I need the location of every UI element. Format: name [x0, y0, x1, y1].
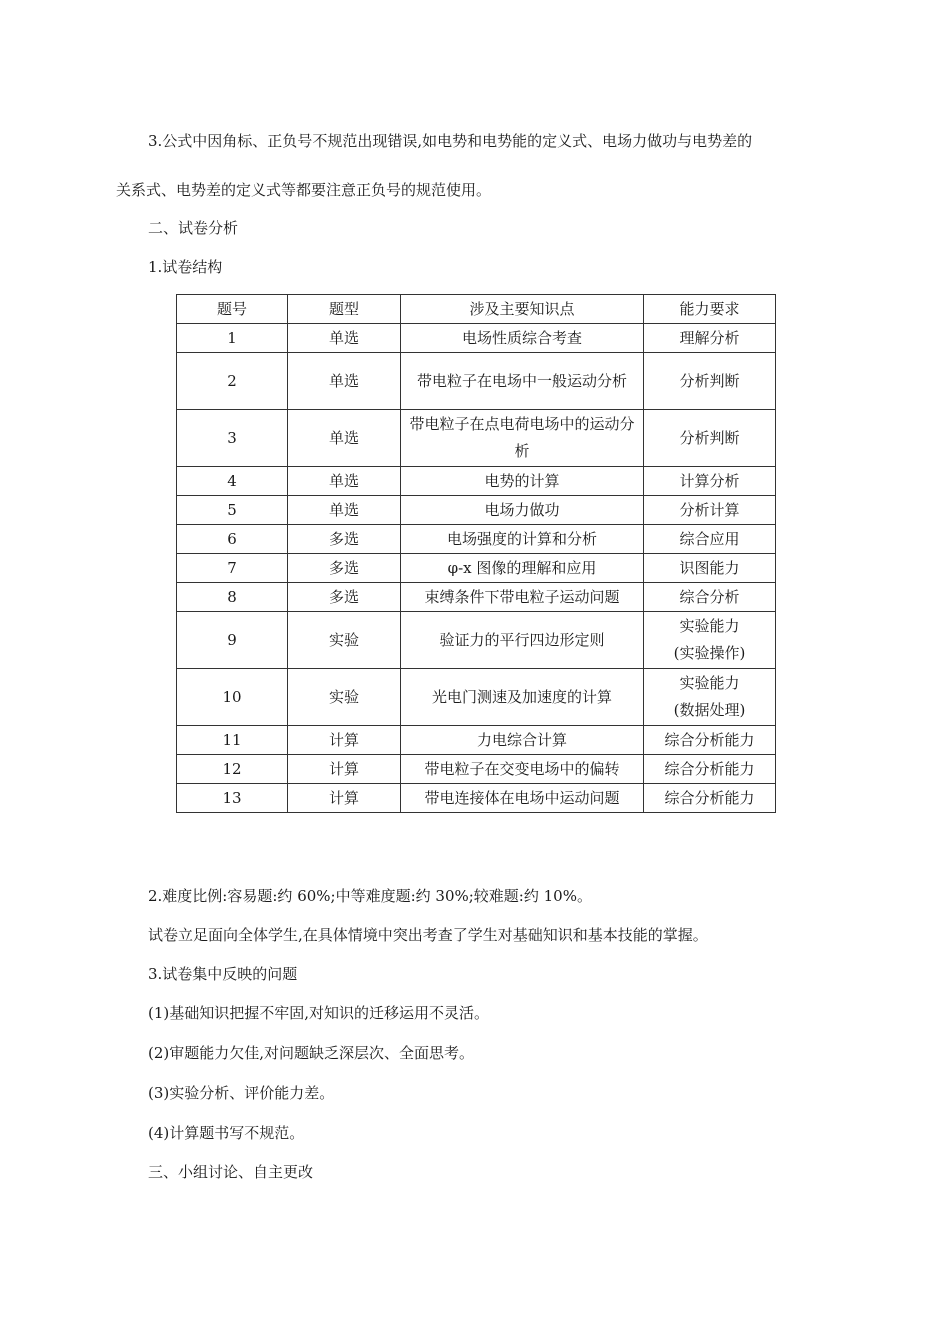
- intro-paragraph-line-2: 关系式、电势差的定义式等都要注意正负号的规范使用。: [116, 181, 492, 199]
- table-row: [177, 525, 776, 554]
- cell-ability: 分析判断: [644, 410, 776, 467]
- cell-type: 多选: [288, 554, 401, 583]
- cell-topic: 力电综合计算: [401, 726, 644, 755]
- cell-type: 单选: [288, 410, 401, 467]
- section-heading-analysis: 二、试卷分析: [148, 219, 239, 237]
- cell-number: 9: [177, 612, 288, 669]
- cell-ability: 综合分析能力: [644, 755, 776, 784]
- summary-paragraph: 试卷立足面向全体学生,在具体情境中突出考查了学生对基础知识和基本技能的掌握。: [148, 926, 708, 944]
- cell-type: 多选: [288, 583, 401, 612]
- cell-number: 7: [177, 554, 288, 583]
- cell-number: 5: [177, 496, 288, 525]
- table-row: [177, 784, 776, 813]
- cell-ability: 分析计算: [644, 496, 776, 525]
- cell-number: 12: [177, 755, 288, 784]
- cell-topic: 光电门测速及加速度的计算: [401, 669, 644, 726]
- cell-number: 13: [177, 784, 288, 813]
- header-number: 题号: [177, 295, 288, 324]
- cell-topic: φ-x 图像的理解和应用: [401, 554, 644, 583]
- table-row: [177, 496, 776, 525]
- issue-item: (3)实验分析、评价能力差。: [148, 1084, 335, 1102]
- table-row: [177, 554, 776, 583]
- table-row: [177, 726, 776, 755]
- cell-ability: [644, 669, 776, 726]
- table-row: [177, 612, 776, 669]
- table-header-row: [177, 295, 776, 324]
- cell-type: 实验: [288, 669, 401, 726]
- table-row: [177, 410, 776, 467]
- issue-item: (2)审题能力欠佳,对问题缺乏深层次、全面思考。: [148, 1044, 475, 1062]
- table-row: [177, 755, 776, 784]
- cell-number: 6: [177, 525, 288, 554]
- cell-ability: [644, 612, 776, 669]
- cell-number: 3: [177, 410, 288, 467]
- header-type: 题型: [288, 295, 401, 324]
- cell-ability-note: (实验操作): [673, 644, 746, 662]
- cell-ability: 综合应用: [644, 525, 776, 554]
- cell-ability: 综合分析能力: [644, 784, 776, 813]
- difficulty-ratio: 2.难度比例:容易题:约 60%;中等难度题:约 30%;较难题:约 10%。: [148, 887, 592, 905]
- cell-topic: 束缚条件下带电粒子运动问题: [401, 583, 644, 612]
- table-row: [177, 669, 776, 726]
- cell-type: 单选: [288, 324, 401, 353]
- cell-number: 11: [177, 726, 288, 755]
- cell-type: 多选: [288, 525, 401, 554]
- cell-type: 实验: [288, 612, 401, 669]
- cell-ability-note: (数据处理): [673, 701, 746, 719]
- cell-topic: 带电粒子在交变电场中的偏转: [401, 755, 644, 784]
- issues-heading: 3.试卷集中反映的问题: [148, 965, 298, 983]
- cell-topic: 电场强度的计算和分析: [401, 525, 644, 554]
- cell-ability: 综合分析能力: [644, 726, 776, 755]
- cell-number: 1: [177, 324, 288, 353]
- cell-type: 计算: [288, 755, 401, 784]
- cell-ability: 分析判断: [644, 353, 776, 410]
- cell-topic: 带电粒子在电场中一般运动分析: [401, 353, 644, 410]
- paper-structure-table: [176, 294, 776, 813]
- cell-ability-line: 实验能力: [679, 674, 740, 692]
- section-heading-discussion: 三、小组讨论、自主更改: [148, 1163, 314, 1181]
- header-ability: 能力要求: [644, 295, 776, 324]
- cell-topic: 电场力做功: [401, 496, 644, 525]
- cell-ability-line: 实验能力: [679, 617, 740, 635]
- issue-item: (4)计算题书写不规范。: [148, 1124, 305, 1142]
- cell-topic: 验证力的平行四边形定则: [401, 612, 644, 669]
- cell-ability: 计算分析: [644, 467, 776, 496]
- table-row: [177, 324, 776, 353]
- header-topic: 涉及主要知识点: [401, 295, 644, 324]
- cell-number: 2: [177, 353, 288, 410]
- intro-paragraph-line-1: 3.公式中因角标、正负号不规范出现错误,如电势和电势能的定义式、电场力做功与电势差的: [148, 132, 753, 150]
- table-row: [177, 353, 776, 410]
- cell-number: 10: [177, 669, 288, 726]
- cell-topic: 带电粒子在点电荷电场中的运动分析: [401, 410, 644, 467]
- cell-topic: 带电连接体在电场中运动问题: [401, 784, 644, 813]
- cell-ability: 综合分析: [644, 583, 776, 612]
- subheading-paper-structure: 1.试卷结构: [148, 258, 223, 276]
- cell-topic: 电场性质综合考查: [401, 324, 644, 353]
- cell-type: 计算: [288, 726, 401, 755]
- cell-type: 单选: [288, 353, 401, 410]
- cell-ability: 识图能力: [644, 554, 776, 583]
- cell-number: 8: [177, 583, 288, 612]
- cell-type: 计算: [288, 784, 401, 813]
- table-row: [177, 467, 776, 496]
- cell-type: 单选: [288, 467, 401, 496]
- cell-topic: 电势的计算: [401, 467, 644, 496]
- issue-item: (1)基础知识把握不牢固,对知识的迁移运用不灵活。: [148, 1004, 490, 1022]
- cell-type: 单选: [288, 496, 401, 525]
- cell-ability: 理解分析: [644, 324, 776, 353]
- table-row: [177, 583, 776, 612]
- cell-number: 4: [177, 467, 288, 496]
